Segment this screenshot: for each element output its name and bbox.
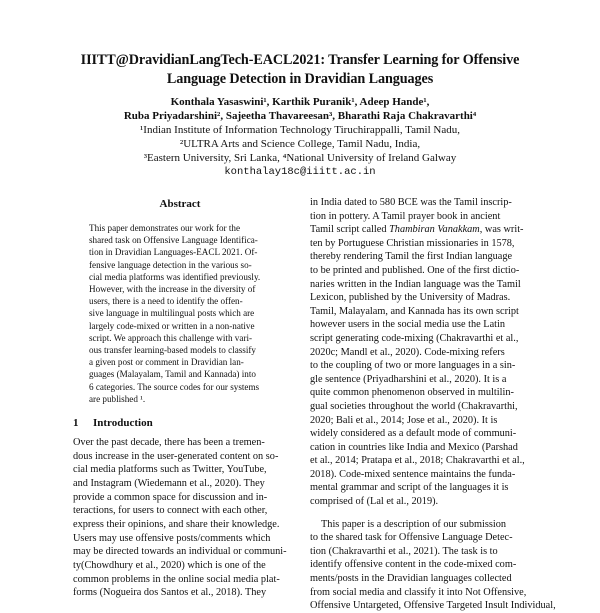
abstract-line: guages (Malayalam, Tamil and Kannada) into (89, 369, 256, 380)
body-line: teractions, for users to connect with each other, (73, 505, 268, 517)
body-line: et al., 2014; Pratapa et al., 2018; Chakravarthi et al., (310, 455, 525, 467)
body-line: Tamil, Malayalam, and Kannada has its own script (310, 305, 519, 317)
title-line: Language Detection in Dravidian Languages (166, 71, 434, 87)
body-line: to the shared task for Offensive Language Detec- (310, 532, 513, 544)
body-line: Tamil script called Thambiran Vanakkam, was writ- (310, 224, 524, 236)
body-line: however users in the social media use the Latin (310, 319, 506, 331)
abstract-line: sive language in multilingual posts which are (89, 308, 255, 319)
body-line: ten by Portuguese Christian missionaries in 1578, (310, 237, 515, 249)
body-line: 2020c; Mandl et al., 2020). Code-mixing refers (310, 346, 505, 358)
abstract-line: ous transfer learning-based models to classify (89, 345, 256, 356)
body-line: identify offensive content in the code-mixed com- (310, 559, 517, 571)
affiliation-line: ²ULTRA Arts and Science College, Tamil Nadu, India, (179, 138, 421, 150)
abstract-line: This paper demonstrates our work for the (89, 223, 241, 233)
body-line: in India dated to 580 BCE was the Tamil inscrip- (310, 197, 512, 208)
left-column (73, 197, 287, 600)
author-email: konthalay18c@iiitt.ac.in (224, 166, 376, 178)
body-line: script generating code-mixing (Chakravarthi et al., (310, 332, 519, 344)
body-line: quite common phenomenon observed in multilin- (310, 387, 514, 399)
abstract-line: script. We approach this challenge with vari- (89, 332, 253, 343)
body-line: thereby rendering Tamil the first Indian language (310, 251, 513, 263)
body-line: cial media platforms such as Twitter, YouTube, (73, 464, 267, 476)
abstract-body (73, 222, 287, 405)
right-column (310, 196, 556, 613)
abstract-line: However, with the increase in the diversity of (89, 284, 256, 295)
abstract-line: cial media platforms was identified previously. (89, 271, 261, 282)
abstract-line: 6 categories. The source codes for our systems (89, 381, 260, 392)
body-line: from social media and classify it into Not Offensive, (310, 586, 527, 598)
book-title-italic: Thambiran Vanakkam (389, 224, 480, 236)
paragraph-gap (310, 509, 526, 518)
paper-title (60, 51, 540, 89)
body-line: comprised of (Lal et al., 2019). (310, 496, 439, 508)
body-line: to be printed and published. One of the first dictio- (310, 264, 520, 276)
body-line: mental grammar and script of the languages it is (310, 482, 509, 494)
abstract-line: are published ¹. (89, 393, 146, 404)
body-line: Lexicon, published by the University of Madras. (310, 292, 511, 304)
abstract-line: tion in Dravidian Languages-EACL 2021. Of- (89, 247, 258, 258)
body-line: This paper is a description of our submission (321, 518, 507, 530)
abstract-line: fensive language detection in the various so- (89, 259, 252, 270)
affiliation-line: ¹Indian Institute of Information Technology Tiruchirappalli, Tamil Nadu, (140, 124, 460, 136)
abstract-line: largely code-mixed or written in a non-native (89, 320, 255, 331)
body-line: widely considered as a default mode of communi- (310, 428, 517, 440)
body-line: gle sentence (Priyadharshini et al., 2020). It is a (310, 373, 507, 385)
body-line: provide a common space for discussion and in- (73, 491, 268, 503)
section-title: Introduction (93, 417, 153, 430)
body-line: Over the past decade, there has been a tremen- (73, 437, 265, 449)
abstract-line: shared task on Offensive Language Identifica- (89, 235, 258, 246)
body-line: Offensive Untargeted, Offensive Targeted Insult Individual, (310, 600, 556, 612)
introduction-body (73, 436, 287, 600)
author-block (40, 95, 560, 179)
body-line: naries written in the Indian language was the Tamil (310, 278, 521, 290)
body-line: Users may use offensive posts/comments which (73, 532, 271, 544)
body-line: forms (Nogueira dos Santos et al., 2018). They (73, 587, 267, 599)
body-line: dous increase in the user-generated content on so- (73, 450, 279, 462)
body-line: and Instagram (Wiedemann et al., 2020). They (73, 478, 265, 490)
body-line: cation in countries like India and Mexico (Parshad (310, 441, 518, 453)
body-line: 2020; Bali et al., 2014; Jose et al., 2020). It is (310, 414, 498, 426)
body-line: 2018). Code-mixed sentence maintains the funda- (310, 468, 516, 480)
authors-line: Ruba Priyadarshini², Sajeetha Thavareesan³, Bharathi Raja Chakravarthi⁴ (123, 110, 477, 122)
body-line: to the coupling of two or more languages in a sin- (310, 360, 516, 372)
body-line: may be directed towards an individual or communi- (73, 546, 287, 558)
introduction-heading (73, 416, 287, 430)
body-line: gual societies throughout the world (Chakravarthi, (310, 400, 518, 412)
affiliation-line: ³Eastern University, Sri Lanka, ⁴National University of Ireland Galway (143, 152, 457, 164)
right-paragraph-1 (310, 196, 526, 509)
body-line: ments/posts in the Dravidian languages collected (310, 573, 512, 585)
body-line: common problems in the online social media plat- (73, 573, 280, 585)
title-line: IIITT@DravidianLangTech-EACL2021: Transfer Learning for Offensive (80, 52, 520, 68)
body-line: express their opinions, and share their knowledge. (73, 518, 280, 530)
right-paragraph-2 (310, 518, 556, 613)
body-line: tion (Chakravarthi et al., 2021). The task is to (310, 545, 498, 557)
section-number: 1 (73, 417, 79, 430)
abstract-line: a given post or comment in Dravidian lan- (89, 357, 244, 368)
body-line: tion in pottery. A Tamil prayer book in ancient (310, 210, 501, 222)
abstract-heading: Abstract (159, 198, 201, 210)
abstract-line: users, there is a need to identify the offen- (89, 296, 243, 307)
authors-line: Konthala Yasaswini¹, Karthik Puranik¹, Adeep Hande¹, (170, 96, 430, 108)
body-line: ty(Chowdhury et al., 2020) which is one of the (73, 559, 266, 571)
